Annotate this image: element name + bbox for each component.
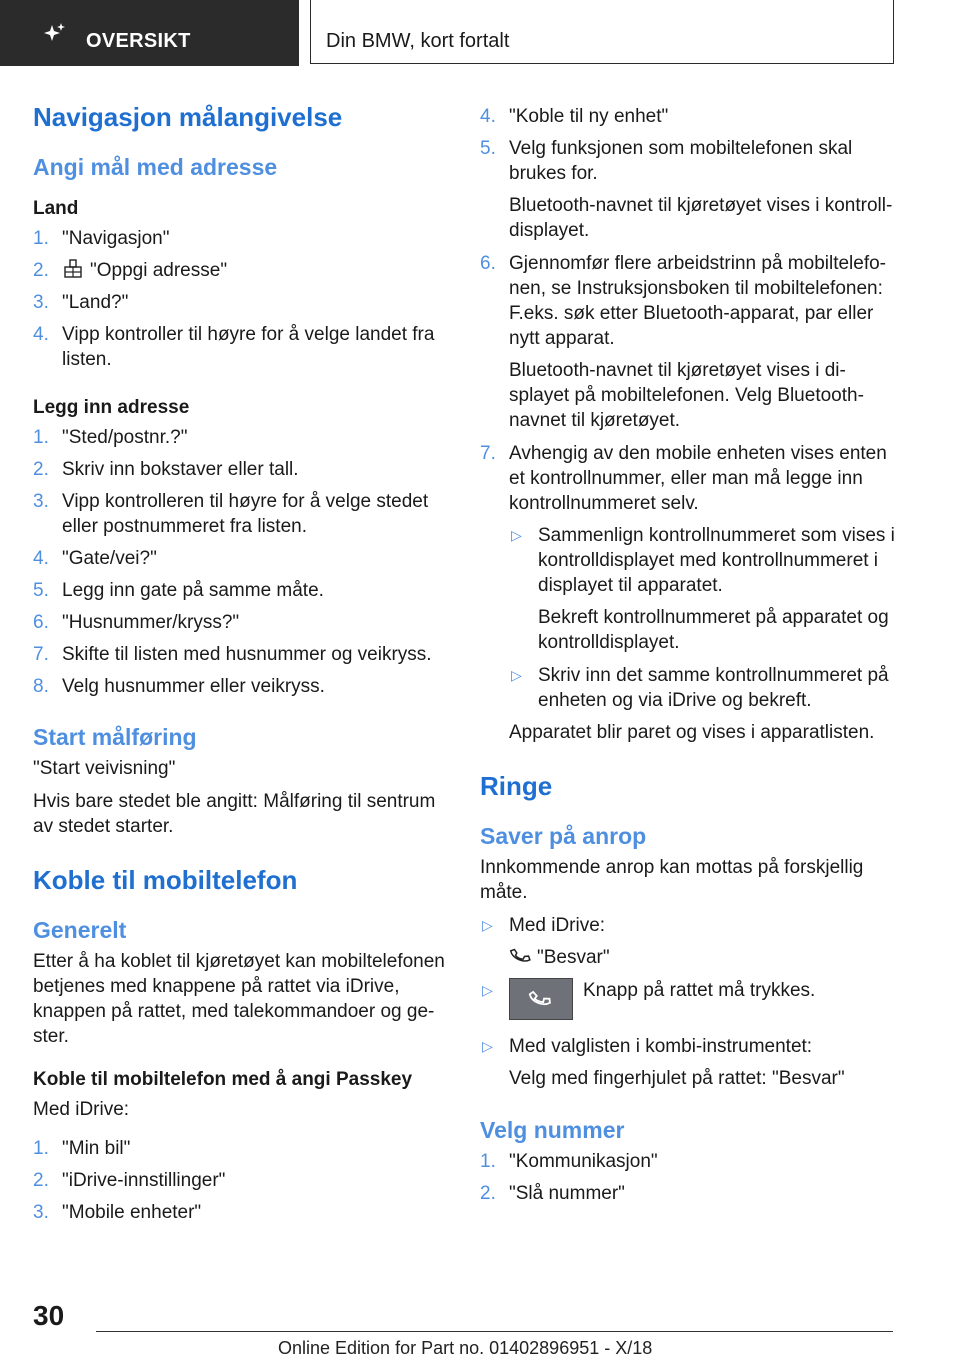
list-item: 6. Gjennomfør flere arbeidstrinn på mobiltelefo-nen, se Instruksjonsboken til mobiltelefonen: F.eks. søk etter Bluetooth-apparat, par eller nytt apparat. [480,253,887,349]
footer-edition-text: Online Edition for Part no. 01402896951 - X/18 [278,1338,653,1358]
list-item: 5. Velg funksjonen som mobiltelefonen skal brukes for. [480,138,853,184]
pairing-bullets [480,523,900,713]
overview-tab-label: OVERSIKT [86,30,191,52]
dial-steps [480,1149,900,1206]
answer-bullets [480,913,900,1091]
footer-edition [278,1338,652,1359]
passkey-heading: Koble til mobiltelefon med å angi Passkey [33,1069,413,1090]
list-item: 1. "Min bil" [33,1138,131,1159]
start-guidance-text: Hvis bare stedet ble angitt: Målføring til sentrum av stedet starter. [33,791,436,837]
section-title-navigation: Navigasjon målangivelse [33,102,343,132]
land-heading: Land [33,198,79,219]
passkey-steps [33,1136,449,1225]
list-item: 8. Velg husnummer eller veikryss. [33,676,325,697]
list-item: 2. "Oppgi adresse" [33,260,228,281]
overview-tab[interactable] [0,0,299,66]
answer-heading: Saver på anrop [480,823,647,849]
chapter-tab[interactable] [310,0,894,64]
sparkle-icon [44,22,66,44]
general-heading: Generelt [33,917,127,943]
page-header [0,0,960,66]
list-item: 6. "Husnummer/kryss?" [33,612,240,633]
pairing-steps [480,104,900,516]
page-number: 30 [33,1300,65,1331]
footer-divider [96,1331,893,1332]
list-item: 7. Avhengig av den mobile enheten vises enten et kontrollnummer, eller man må legge inn kontrollnummeret selv. [480,443,887,514]
answer-text: Innkommende anrop kan mottas på forskjellig måte. [480,857,864,903]
list-item: 4. Vipp kontroller til høyre for å velge landet fra listen. [33,324,435,370]
list-item: 1. "Sted/postnr.?" [33,427,188,448]
steering-wheel-phone-button-icon [509,978,573,1020]
list-item: 2. Skriv inn bokstaver eller tall. [33,459,299,480]
list-item: 7. Skifte til listen med husnummer og veikryss. [33,644,432,665]
right-column [480,104,900,1213]
bullet-item: ▷ Sammenlign kontrollnummeret som vises i kontrolldisplayet med kontrollnummeret i displayet til apparatet. [511,525,895,596]
bullet-item: ▷ Med iDrive: [482,915,606,936]
subsection-address: Angi mål med adresse [33,154,278,180]
list-item: 1. "Kommunikasjon" [480,1151,658,1172]
bullet-note: Velg med fingerhjulet på rattet: "Besvar" [509,1068,845,1089]
list-item: 5. Legg inn gate på samme måte. [33,580,324,601]
chapter-title: Din BMW, kort fortalt [326,30,510,52]
address-heading: Legg inn adresse [33,397,190,418]
dial-heading: Velg nummer [480,1117,625,1143]
list-item: 2. "Slå nummer" [480,1183,625,1204]
section-title-call: Ringe [480,771,553,801]
list-item: 3. Vipp kontrolleren til høyre for å velge stedet eller postnummeret fra listen. [33,491,429,537]
bullet-note: Bekreft kontrollnummeret på apparatet og kontrolldisplayet. [538,607,889,653]
bullet-item: ▷ Skriv inn det samme kontrollnummeret på enheten og via iDrive og bekreft. [511,665,889,711]
left-column [33,100,449,1232]
list-item: 1. "Navigasjon" [33,228,170,249]
list-item-note: Bluetooth-navnet til kjøretøyet vises i di-splayet på mobiltelefonen. Velg Bluetooth-navnet til kjøretøyet. [509,360,864,431]
list-item: 2. "iDrive-innstillinger" [33,1170,226,1191]
bullet-item: ▷ Med valglisten i kombi-instrumentet: [482,1036,813,1057]
list-item-note: Bluetooth-navnet til kjøretøyet vises i kontroll-displayet. [509,195,893,241]
list-item: 3. "Land?" [33,292,129,313]
general-text: Etter å ha koblet til kjøretøyet kan mobiltelefonen betjenes med knappene på rattet via iDrive, knappen på rattet, med talekommandoer og ge-ster. [33,951,445,1047]
start-guidance-label: "Start veivisning" [33,758,176,779]
bullet-note: "Besvar" [480,945,900,970]
phone-icon [509,946,531,966]
address-steps [33,425,449,699]
paired-note: Apparatet blir paret og vises i apparatlisten. [509,722,875,743]
start-guidance-heading: Start målføring [33,724,197,750]
section-title-phone: Koble til mobiltelefon [33,865,298,895]
land-steps [33,226,449,372]
list-item: 3. "Mobile enheter" [33,1202,202,1223]
navigation-address-icon [62,259,84,279]
list-item: 4. "Koble til ny enhet" [480,106,669,127]
list-item: 4. "Gate/vei?" [33,548,157,569]
passkey-intro: Med iDrive: [33,1099,130,1120]
bullet-item: ▷ Knapp på rattet må trykkes. [480,978,900,1020]
